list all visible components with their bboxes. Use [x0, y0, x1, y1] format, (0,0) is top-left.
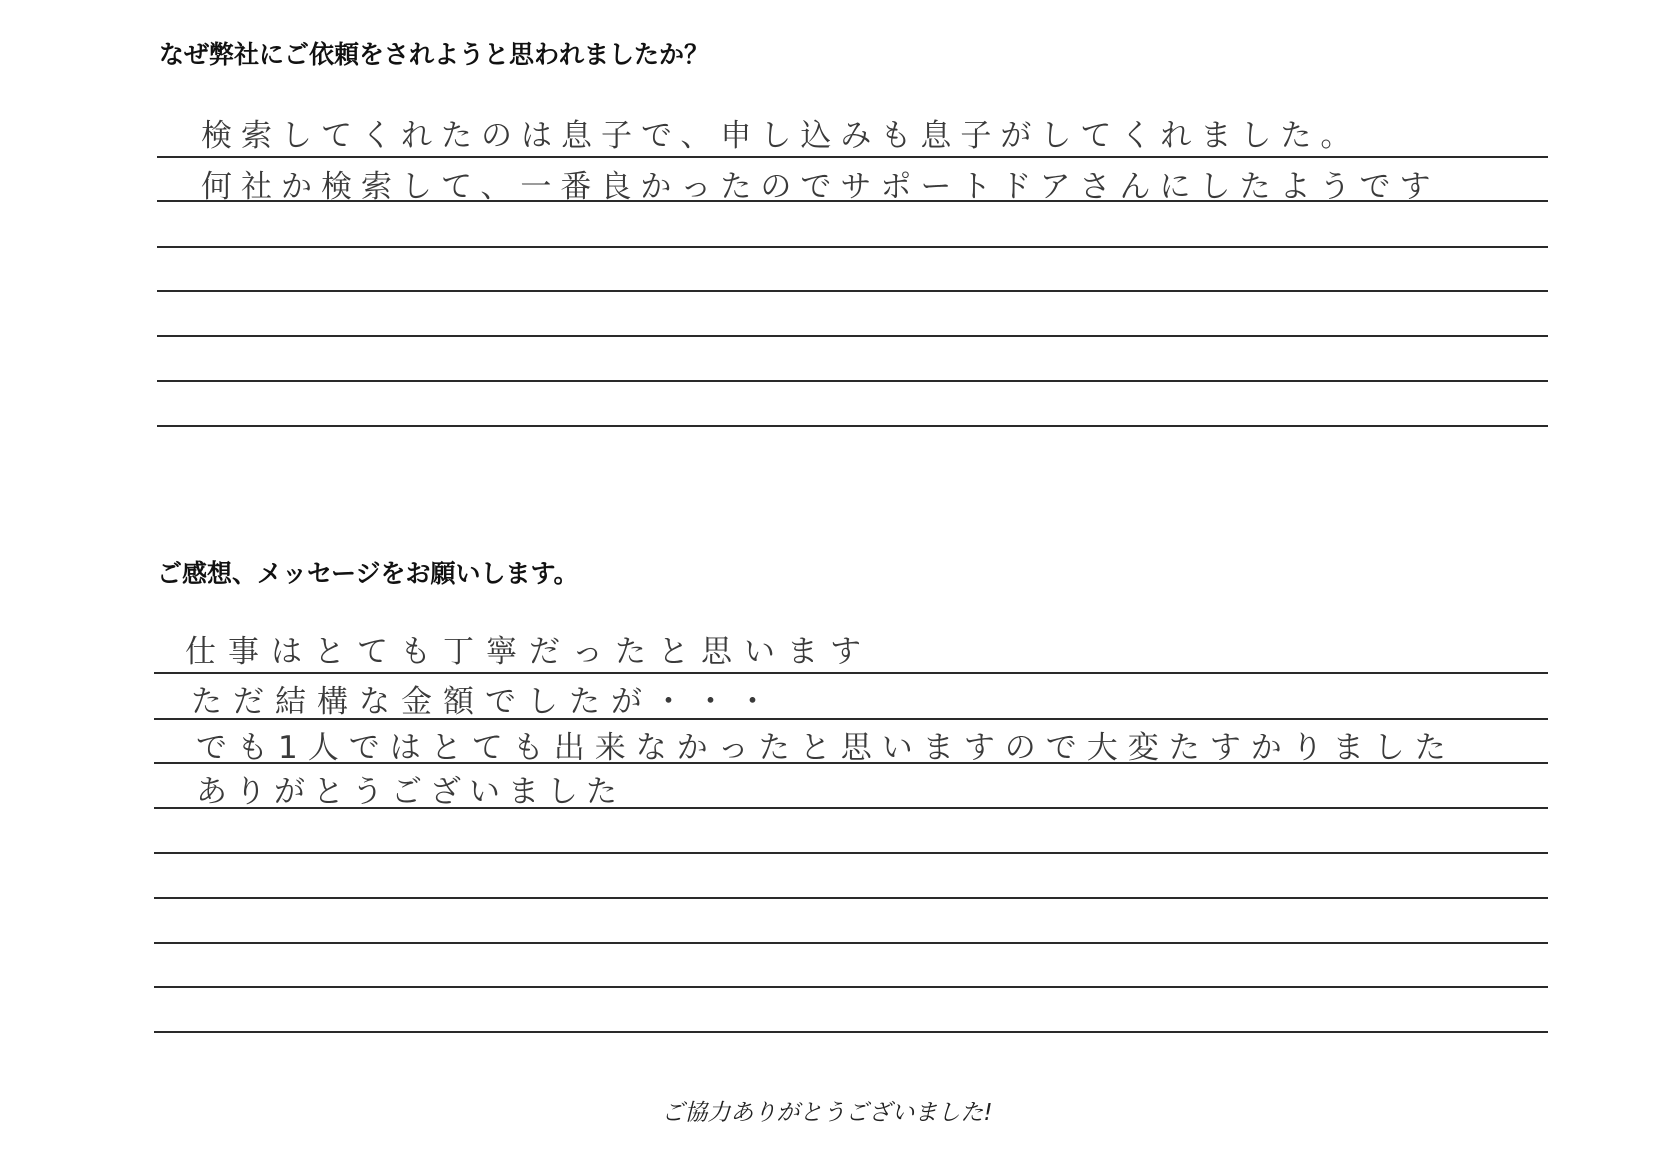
handwritten-answer-line: 検索してくれたのは息子で、申し込みも息子がしてくれました。	[201, 118, 1361, 154]
ruled-line	[154, 672, 1548, 674]
ruled-line	[157, 425, 1548, 427]
ruled-line	[154, 897, 1548, 899]
handwritten-answer-line: ただ結構な金額でしたが・・・	[191, 684, 779, 720]
handwritten-answer-line: ありがとうございました	[196, 774, 625, 810]
question2-heading: ご感想、メッセージをお願いします。	[157, 559, 579, 588]
ruled-line	[154, 986, 1548, 988]
handwritten-answer-line: 何社か検索して、一番良かったのでサポートドアさんにしたようです	[201, 169, 1440, 205]
ruled-line	[157, 246, 1548, 248]
ruled-line	[157, 290, 1548, 292]
question1-heading: なぜ弊社にご依頼をされようと思われましたか？	[159, 40, 710, 69]
handwritten-answer-line: でも1人ではとても出来なかったと思いますので大変たすかりました	[196, 730, 1456, 766]
ruled-line	[154, 942, 1548, 944]
ruled-line	[154, 1031, 1548, 1033]
footer-thanks: ご協力ありがとうございました!	[661, 1100, 993, 1126]
ruled-line	[157, 335, 1548, 337]
ruled-line	[157, 380, 1548, 382]
handwritten-answer-line: 仕事はとても丁寧だったと思います	[185, 634, 873, 670]
ruled-line	[154, 852, 1548, 854]
ruled-line	[157, 156, 1548, 158]
